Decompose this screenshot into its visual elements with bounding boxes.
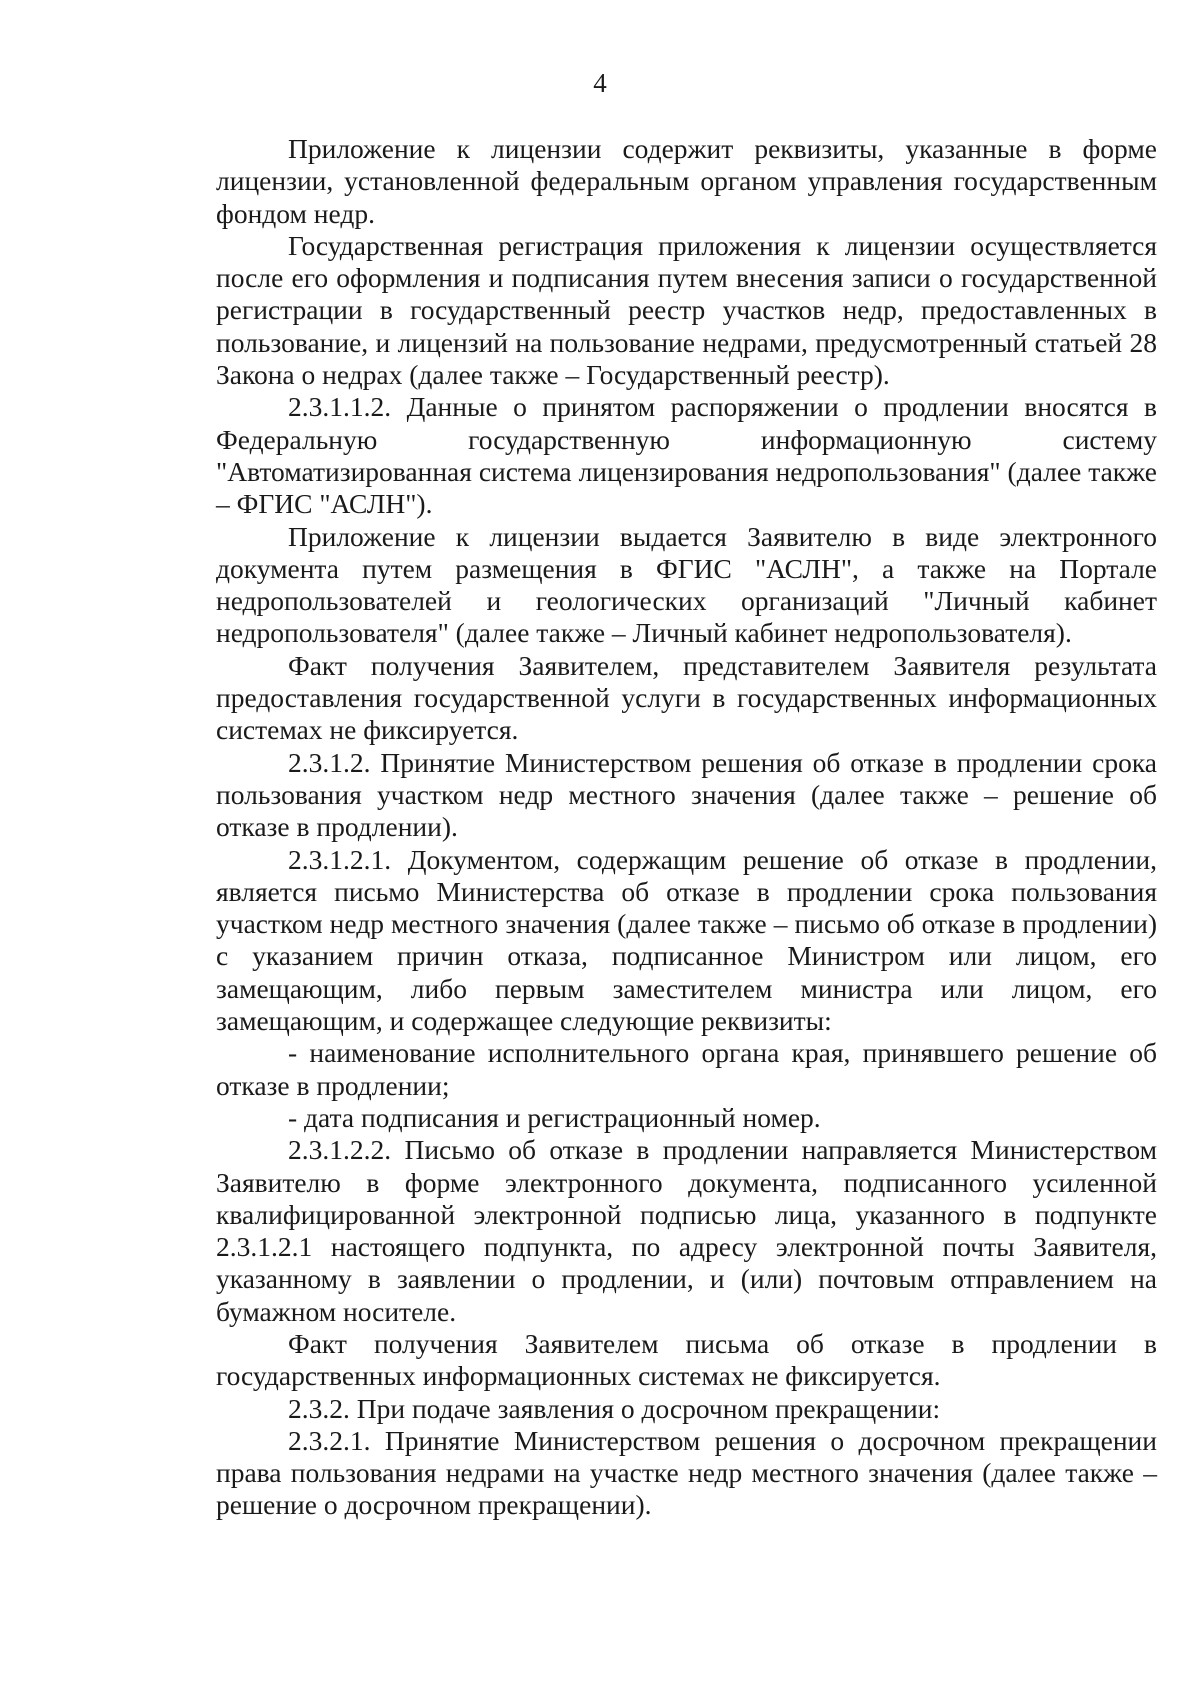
paragraph: 2.3.1.2.2. Письмо об отказе в продлении направляется Министерством Заявителю в форме электронного документа, подписанного усиленной квалифицированной электронной подписью лица, указанного в подпункте 2.3.1.2.1 настоящего подпункта, по адресу электронной почты Заявителя, указанному в заявлении о продлении, и (или) почтовым отправлением на бумажном носителе. bbox=[216, 1134, 1157, 1327]
document-body bbox=[216, 133, 1157, 1522]
paragraph: Приложение к лицензии содержит реквизиты, указанные в форме лицензии, установленной федеральным органом управления государственным фондом недр. bbox=[216, 133, 1157, 229]
paragraph: Приложение к лицензии выдается Заявителю в виде электронного документа путем размещения в ФГИС "АСЛН", а также на Портале недропользователей и геологических организаций "Личный кабинет недропользователя" (далее также – Личный кабинет недропользователя). bbox=[216, 520, 1157, 649]
paragraph: Факт получения Заявителем, представителем Заявителя результата предоставления государственной услуги в государственных информационных системах не фиксируется. bbox=[216, 649, 1157, 746]
paragraph: 2.3.1.2.1. Документом, содержащим решение об отказе в продлении, является письмо Министерства об отказе в продлении срока пользования участком недр местного значения (далее также – письмо об отказе в продлении) с указанием причин отказа, подписанное Министром или лицом, его замещающим, либо первым заместителем министра или лицом, его замещающим, и содержащее следующие реквизиты: bbox=[216, 843, 1157, 1037]
paragraph: Государственная регистрация приложения к лицензии осуществляется после его оформления и подписания путем внесения записи о государственной регистрации в государственный реестр участков недр, предоставленных в пользование, и лицензий на пользование недрами, предусмотренный статьей 28 Закона о недрах (далее также – Государственный реестр). bbox=[216, 229, 1157, 391]
paragraph: 2.3.2. При подаче заявления о досрочном прекращении: bbox=[288, 1392, 941, 1424]
paragraph: 2.3.1.1.2. Данные о принятом распоряжении о продлении вносятся в Федеральную государственную информационную систему "Автоматизированная система лицензирования недропользования" (далее также – ФГИС "АСЛН"). bbox=[216, 391, 1157, 520]
paragraph: 2.3.1.2. Принятие Министерством решения об отказе в продлении срока пользования участком недр местного значения (далее также – решение об отказе в продлении). bbox=[216, 746, 1157, 843]
paragraph: 2.3.2.1. Принятие Министерством решения о досрочном прекращении права пользования недрами на участке недр местного значения (далее также – решение о досрочном прекращении). bbox=[216, 1424, 1157, 1521]
page-number: 4 bbox=[593, 68, 607, 98]
list-item-paragraph: - дата подписания и регистрационный номер. bbox=[288, 1101, 821, 1133]
list-item-paragraph: - наименование исполнительного органа края, принявшего решение об отказе в продлении; bbox=[216, 1037, 1157, 1101]
paragraph: Факт получения Заявителем письма об отказе в продлении в государственных информационных системах не фиксируется. bbox=[216, 1327, 1157, 1392]
